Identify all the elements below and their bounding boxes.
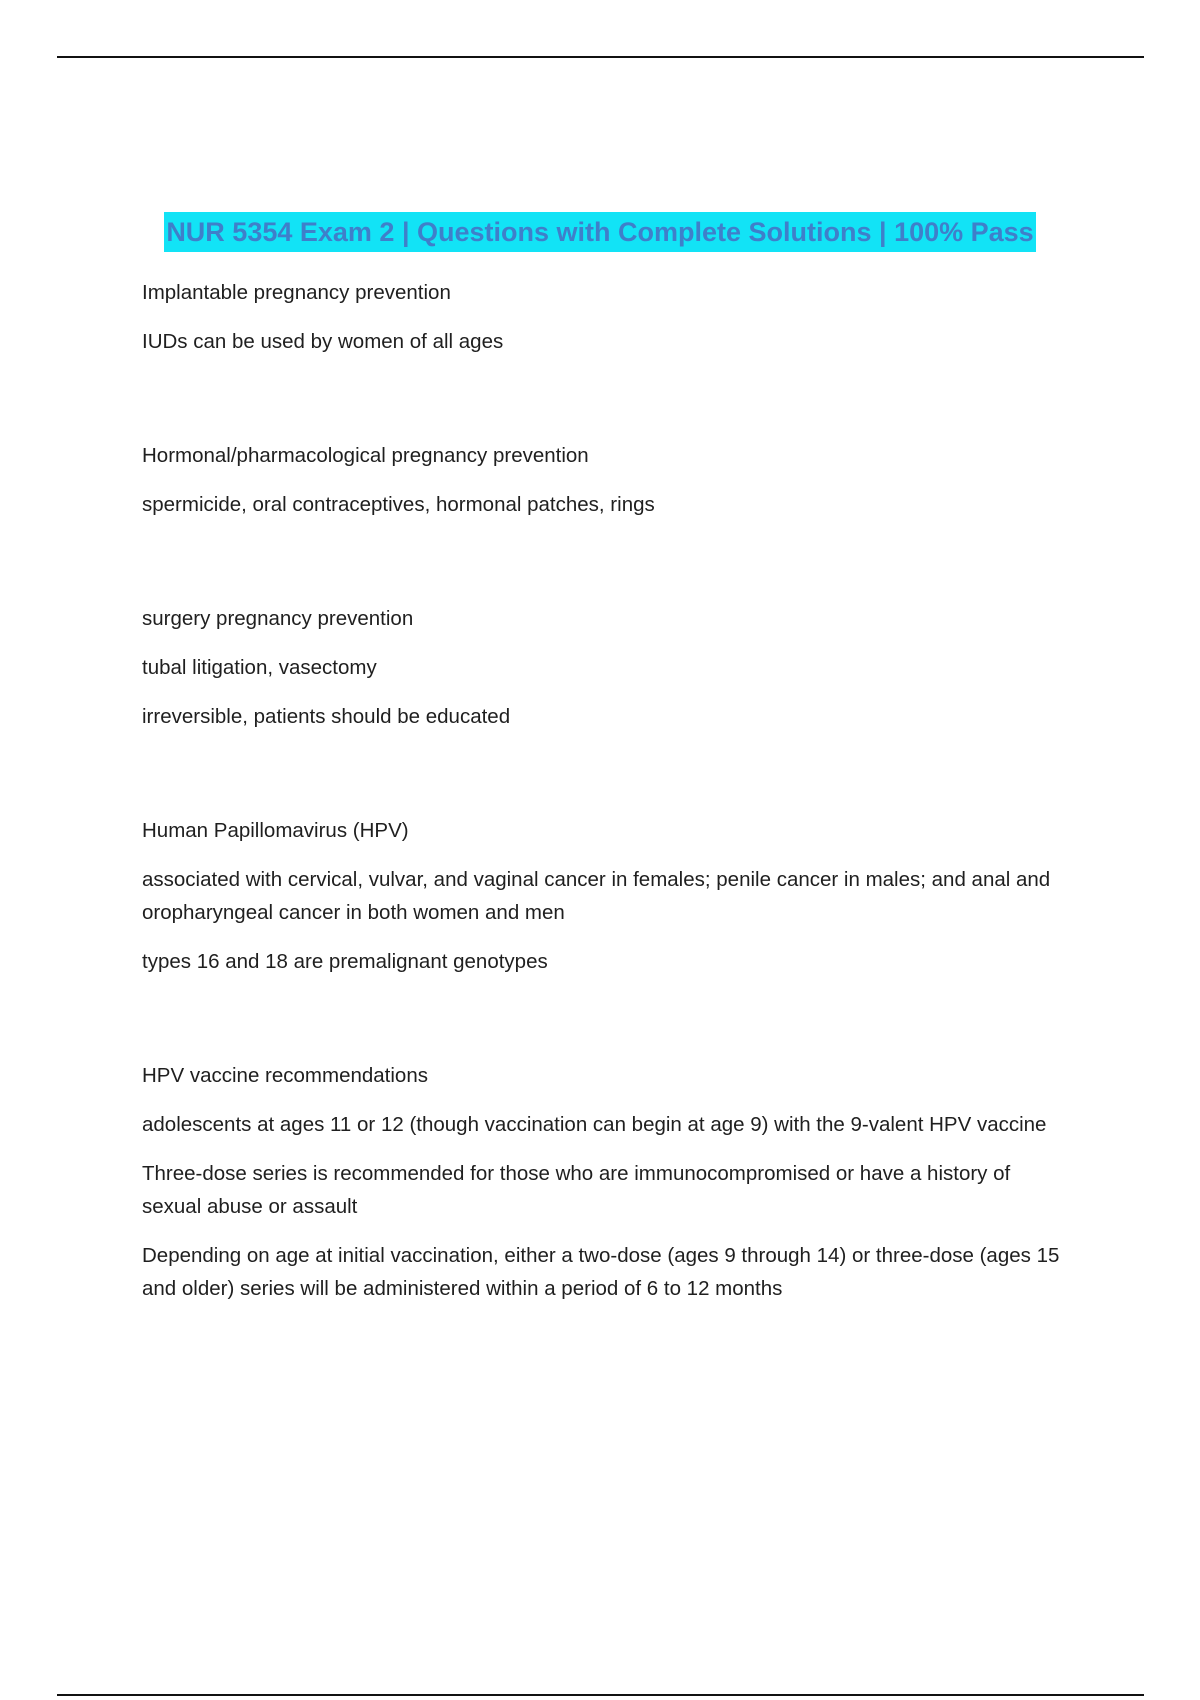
top-rule — [57, 56, 1144, 58]
entry-line: Three-dose series is recommended for those who are immunocompromised or have a history of sexual abuse or assault — [142, 1162, 1011, 1218]
entry-line: associated with cervical, vulvar, and vaginal cancer in females; penile cancer in males; and anal and oropharyngeal cancer in both women and men — [142, 868, 1051, 924]
entry-hormonal — [142, 439, 1072, 521]
entry-line: types 16 and 18 are premalignant genotypes — [142, 950, 548, 973]
entry-term: Human Papillomavirus (HPV) — [142, 819, 409, 842]
document-title: NUR 5354 Exam 2 | Questions with Complete Solutions | 100% Pass — [164, 212, 1035, 252]
entry-line: adolescents at ages 11 or 12 (though vaccination can begin at age 9) with the 9-valent HPV vaccine — [142, 1113, 1047, 1136]
entry-line: Depending on age at initial vaccination, either a two-dose (ages 9 through 14) or three-dose (ages 15 and older) series will be administered within a period of 6 to 12 months — [142, 1244, 1060, 1300]
entry-line: IUDs can be used by women of all ages — [142, 330, 504, 353]
entry-hpv — [142, 814, 1072, 978]
entry-term: Implantable pregnancy prevention — [142, 281, 451, 304]
entry-surgery — [142, 602, 1072, 733]
entry-line: irreversible, patients should be educated — [142, 705, 511, 728]
document-body — [142, 276, 1072, 1305]
entry-implantable — [142, 276, 1072, 358]
entry-term: HPV vaccine recommendations — [142, 1064, 428, 1087]
entry-line: tubal litigation, vasectomy — [142, 656, 377, 679]
spacer — [142, 978, 1072, 1059]
spacer — [142, 733, 1072, 814]
entry-term: Hormonal/pharmacological pregnancy prevention — [142, 444, 589, 467]
spacer — [142, 358, 1072, 439]
bottom-rule — [57, 1694, 1144, 1696]
entry-hpv-vaccine — [142, 1059, 1072, 1305]
entry-line: spermicide, oral contraceptives, hormonal patches, rings — [142, 493, 655, 516]
entry-term: surgery pregnancy prevention — [142, 607, 414, 630]
title-container — [0, 212, 1200, 252]
spacer — [142, 521, 1072, 602]
